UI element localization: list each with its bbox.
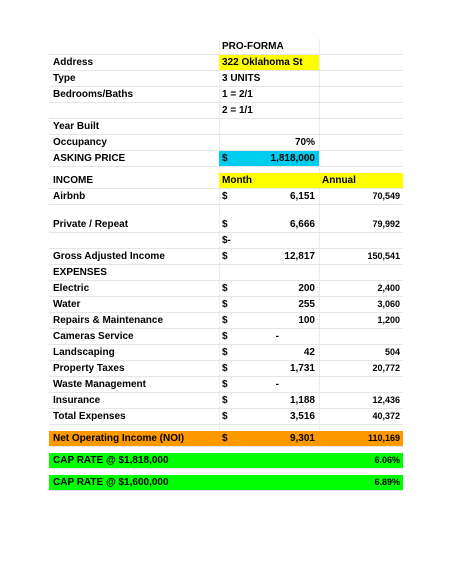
year-row <box>49 119 403 135</box>
expense-annual: 3,060 <box>377 299 400 309</box>
expense-month: 255 <box>298 299 315 310</box>
address-label: Address <box>53 57 94 68</box>
occupancy-row <box>49 135 403 151</box>
expense-month: 42 <box>303 347 315 358</box>
gross-annual: 150,541 <box>367 251 400 261</box>
dash-value: $- <box>222 235 231 246</box>
expense-row <box>49 377 403 393</box>
page-title: PRO-FORMA <box>222 41 284 52</box>
expense-annual: 20,772 <box>372 363 400 373</box>
expenses-header-row <box>49 265 403 281</box>
noi-month-cell <box>219 431 319 446</box>
expense-month: - <box>275 379 279 390</box>
expense-month-cell <box>219 377 319 392</box>
expense-annual: 1,200 <box>377 315 400 325</box>
beds-value-2: 2 = 1/1 <box>222 105 253 116</box>
expense-label: Landscaping <box>53 347 115 358</box>
annual-header: Annual <box>319 173 403 188</box>
expense-label: Electric <box>53 283 90 294</box>
income-header-row <box>49 173 403 189</box>
beds-row-2 <box>49 103 403 119</box>
airbnb-month: 6,151 <box>289 191 315 202</box>
expense-month-cell <box>219 393 319 408</box>
expense-dollar: $ <box>222 331 228 342</box>
expense-annual: 504 <box>384 347 400 357</box>
expense-month-cell <box>219 313 319 328</box>
expense-month: 1,731 <box>289 363 315 374</box>
cap-rate-row-1 <box>49 453 403 469</box>
expense-label: Property Taxes <box>53 363 125 374</box>
gross-month-cell <box>219 249 319 264</box>
total-expenses-month-cell <box>219 409 319 424</box>
noi-annual: 110,169 <box>367 433 400 443</box>
month-header: Month <box>219 173 319 188</box>
expense-month: - <box>275 331 279 342</box>
airbnb-label: Airbnb <box>53 191 86 202</box>
expense-month-cell <box>219 297 319 312</box>
expenses-label: EXPENSES <box>53 267 107 278</box>
expense-row <box>49 313 403 329</box>
address-row <box>49 55 403 71</box>
type-row <box>49 71 403 87</box>
occupancy-cell <box>219 135 319 150</box>
asking-row <box>49 151 403 167</box>
asking-dollar: $ <box>222 153 228 164</box>
private-annual: 79,992 <box>372 219 400 229</box>
expense-label: Waste Management <box>53 379 146 390</box>
expense-dollar: $ <box>222 299 228 310</box>
total-expenses-label: Total Expenses <box>53 411 126 422</box>
cap-rate-label: CAP RATE @ $1,818,000 <box>53 455 169 466</box>
year-label: Year Built <box>53 121 100 132</box>
expense-month-cell <box>219 345 319 360</box>
expense-annual: 12,436 <box>372 395 400 405</box>
occupancy-label: Occupancy <box>53 137 107 148</box>
gross-dollar: $ <box>222 251 228 262</box>
title-row <box>49 39 403 55</box>
private-month: 6,666 <box>289 219 315 230</box>
expense-month-cell <box>219 281 319 296</box>
expense-dollar: $ <box>222 363 228 374</box>
expense-label: Cameras Service <box>53 331 134 342</box>
beds-row <box>49 87 403 103</box>
expense-row <box>49 345 403 361</box>
asking-cell <box>219 151 319 166</box>
noi-label: Net Operating Income (NOI) <box>53 433 185 444</box>
total-expenses-row <box>49 409 403 425</box>
spreadsheet <box>49 39 403 491</box>
asking-value: 1,818,000 <box>270 153 315 164</box>
noi-month: 9,301 <box>289 433 315 444</box>
expense-month: 100 <box>298 315 315 326</box>
cap-rate-value: 6.06% <box>374 455 400 465</box>
airbnb-annual: 70,549 <box>372 191 400 201</box>
gross-row <box>49 249 403 265</box>
airbnb-month-cell <box>219 189 319 204</box>
type-label: Type <box>53 73 76 84</box>
total-expenses-annual: 40,372 <box>372 411 400 421</box>
expense-dollar: $ <box>222 395 228 406</box>
expense-annual <box>319 377 403 392</box>
occupancy-value: 70% <box>294 137 315 148</box>
airbnb-row <box>49 189 403 205</box>
expense-dollar: $ <box>222 315 228 326</box>
expense-month-cell <box>219 361 319 376</box>
dash-row <box>49 233 403 249</box>
expense-month: 200 <box>298 283 315 294</box>
private-row <box>49 217 403 233</box>
private-dollar: $ <box>222 219 228 230</box>
expense-month: 1,188 <box>289 395 315 406</box>
beds-value-1: 1 = 2/1 <box>222 89 253 100</box>
expense-dollar: $ <box>222 347 228 358</box>
expense-row <box>49 329 403 345</box>
total-expenses-month: 3,516 <box>289 411 315 422</box>
expense-label: Repairs & Maintenance <box>53 315 164 326</box>
expense-row <box>49 361 403 377</box>
type-value: 3 UNITS <box>222 73 261 84</box>
expense-label: Insurance <box>53 395 101 406</box>
expense-annual <box>319 329 403 344</box>
expense-row <box>49 297 403 313</box>
expense-row <box>49 281 403 297</box>
asking-label: ASKING PRICE <box>53 153 126 164</box>
private-month-cell <box>219 217 319 232</box>
gross-label: Gross Adjusted Income <box>53 251 165 262</box>
expense-dollar: $ <box>222 379 228 390</box>
beds-label: Bedrooms/Baths <box>53 89 134 100</box>
expense-month-cell <box>219 329 319 344</box>
cap-rate-label: CAP RATE @ $1,600,000 <box>53 477 169 488</box>
noi-row <box>49 431 403 447</box>
expense-annual: 2,400 <box>377 283 400 293</box>
address-value: 322 Oklahoma St <box>219 55 319 70</box>
expense-dollar: $ <box>222 283 228 294</box>
total-expenses-dollar: $ <box>222 411 228 422</box>
cap-rate-row-2 <box>49 475 403 491</box>
expense-row <box>49 393 403 409</box>
expense-label: Water <box>53 299 81 310</box>
airbnb-dollar: $ <box>222 191 228 202</box>
cap-rate-value: 6.89% <box>374 477 400 487</box>
noi-dollar: $ <box>222 433 228 444</box>
income-label: INCOME <box>53 175 93 186</box>
gross-month: 12,817 <box>284 251 315 262</box>
private-label: Private / Repeat <box>53 219 129 230</box>
